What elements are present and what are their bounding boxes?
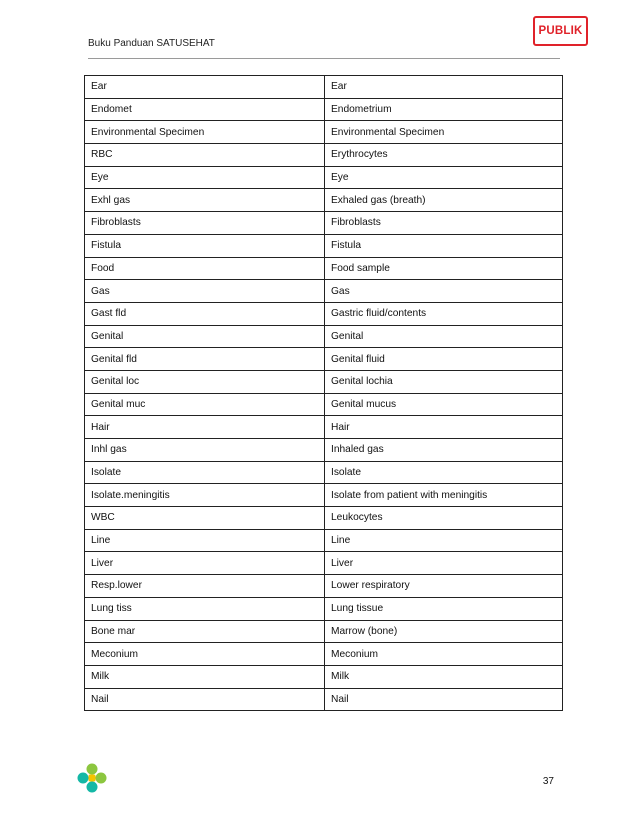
code-cell: Bone mar <box>85 620 325 643</box>
code-cell: Isolate <box>85 461 325 484</box>
description-cell: Leukocytes <box>325 507 563 530</box>
code-cell: Gast fld <box>85 302 325 325</box>
description-cell: Eye <box>325 166 563 189</box>
code-cell: Genital muc <box>85 393 325 416</box>
table-row <box>85 348 563 371</box>
description-cell: Meconium <box>325 643 563 666</box>
table-row <box>85 325 563 348</box>
table-row <box>85 461 563 484</box>
code-cell: Inhl gas <box>85 439 325 462</box>
code-cell: Genital <box>85 325 325 348</box>
code-cell: Hair <box>85 416 325 439</box>
description-cell: Genital fluid <box>325 348 563 371</box>
description-cell: Genital mucus <box>325 393 563 416</box>
description-cell: Food sample <box>325 257 563 280</box>
table-row <box>85 688 563 711</box>
description-cell: Exhaled gas (breath) <box>325 189 563 212</box>
description-cell: Line <box>325 529 563 552</box>
code-cell: Line <box>85 529 325 552</box>
table-row <box>85 212 563 235</box>
description-cell: Nail <box>325 688 563 711</box>
description-cell: Hair <box>325 416 563 439</box>
description-cell: Ear <box>325 76 563 99</box>
description-cell: Fistula <box>325 234 563 257</box>
table-row <box>85 370 563 393</box>
table-row <box>85 529 563 552</box>
description-cell: Environmental Specimen <box>325 121 563 144</box>
table-row <box>85 257 563 280</box>
table-row <box>85 166 563 189</box>
code-cell: Exhl gas <box>85 189 325 212</box>
page-number: 37 <box>542 776 554 787</box>
code-cell: Ear <box>85 76 325 99</box>
description-cell: Inhaled gas <box>325 439 563 462</box>
code-cell: Lung tiss <box>85 597 325 620</box>
code-cell: Meconium <box>85 643 325 666</box>
code-cell: Genital loc <box>85 370 325 393</box>
code-cell: Fistula <box>85 234 325 257</box>
description-cell: Genital <box>325 325 563 348</box>
description-cell: Gas <box>325 280 563 303</box>
description-cell: Marrow (bone) <box>325 620 563 643</box>
table-row <box>85 76 563 99</box>
code-cell: Gas <box>85 280 325 303</box>
description-cell: Isolate from patient with meningitis <box>325 484 563 507</box>
description-cell: Liver <box>325 552 563 575</box>
code-cell: RBC <box>85 144 325 167</box>
table-row <box>85 439 563 462</box>
description-cell: Fibroblasts <box>325 212 563 235</box>
code-cell: Eye <box>85 166 325 189</box>
table-row <box>85 144 563 167</box>
code-cell: Isolate.meningitis <box>85 484 325 507</box>
description-cell: Endometrium <box>325 98 563 121</box>
description-cell: Genital lochia <box>325 370 563 393</box>
code-cell: Milk <box>85 665 325 688</box>
table-row <box>85 393 563 416</box>
specimen-table <box>84 75 563 711</box>
description-cell: Lung tissue <box>325 597 563 620</box>
code-cell: Genital fld <box>85 348 325 371</box>
code-cell: Fibroblasts <box>85 212 325 235</box>
table-row <box>85 620 563 643</box>
description-cell: Gastric fluid/contents <box>325 302 563 325</box>
table-row <box>85 643 563 666</box>
table-row <box>85 416 563 439</box>
table-row <box>85 552 563 575</box>
document-title: Buku Panduan SATUSEHAT <box>88 38 215 49</box>
table-row <box>85 98 563 121</box>
description-cell: Milk <box>325 665 563 688</box>
specimen-table-body <box>85 76 563 711</box>
description-cell: Lower respiratory <box>325 575 563 598</box>
table-row <box>85 484 563 507</box>
description-cell: Erythrocytes <box>325 144 563 167</box>
table-row <box>85 302 563 325</box>
code-cell: Liver <box>85 552 325 575</box>
table-row <box>85 507 563 530</box>
code-cell: Endomet <box>85 98 325 121</box>
table-row <box>85 189 563 212</box>
code-cell: Food <box>85 257 325 280</box>
publik-badge: PUBLIK <box>533 16 588 46</box>
description-cell: Isolate <box>325 461 563 484</box>
table-row <box>85 121 563 144</box>
code-cell: WBC <box>85 507 325 530</box>
table-row <box>85 280 563 303</box>
header-divider <box>88 58 560 59</box>
table-row <box>85 234 563 257</box>
table-row <box>85 597 563 620</box>
table-row <box>85 575 563 598</box>
satusehat-logo-icon <box>76 762 108 794</box>
table-row <box>85 665 563 688</box>
code-cell: Environmental Specimen <box>85 121 325 144</box>
code-cell: Resp.lower <box>85 575 325 598</box>
code-cell: Nail <box>85 688 325 711</box>
